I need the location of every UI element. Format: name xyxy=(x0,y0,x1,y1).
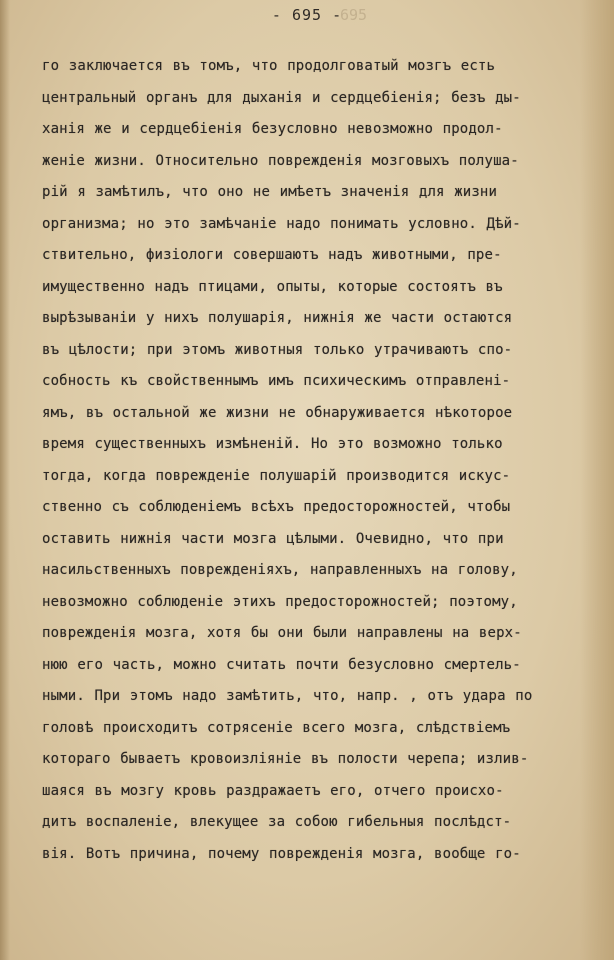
text-line: оставить нижнія части мозга цѣлыми. Очевидно, что при xyxy=(42,530,504,547)
text-line: ямъ, въ остальной же жизни не обнаруживается нѣкоторое xyxy=(42,404,513,421)
text-line: ственно съ соблюденіемъ всѣхъ предосторожностей, чтобы xyxy=(42,499,511,515)
text-line: въ цѣлости; при этомъ животныя только утрачиваютъ спо- xyxy=(42,341,513,358)
page-shadow-left xyxy=(0,0,10,960)
text-line: вырѣзываніи у нихъ полушарія, нижнія же части остаются xyxy=(42,310,513,326)
text-line: имущественно надъ птицами, опыты, которые состоятъ въ xyxy=(42,278,503,295)
text-line: ствительно, физіологи совершаютъ надъ животными, пре- xyxy=(42,247,502,263)
text-line: вія. Вотъ причина, почему поврежденія мозга, вообще го- xyxy=(42,845,521,862)
text-line: организма; но это замѣчаніе надо понимать условно. Дѣй- xyxy=(42,215,521,232)
text-line: тогда, когда поврежденіе полушарій производится искус- xyxy=(42,467,511,484)
text-line: дитъ воспаленіе, влекущее за собою гибельныя послѣдст- xyxy=(42,814,512,830)
text-line: ными. При этомъ надо замѣтить, что, напр. , отъ удара по xyxy=(42,688,533,704)
text-line: ханія же и сердцебіенія безусловно невозможно продол- xyxy=(42,121,503,137)
text-line: шаяся въ мозгу кровь раздражаетъ его, отчего происхо- xyxy=(42,782,504,799)
text-line: насильственныхъ поврежденіяхъ, направленныхъ на голову, xyxy=(42,562,518,578)
bleed-through-page-number: 695 xyxy=(340,6,368,24)
page-shadow-right xyxy=(580,0,614,960)
text-line: головѣ происходитъ сотрясеніе всего мозга, слѣдствіемъ xyxy=(42,719,511,736)
text-line: нюю его часть, можно считать почти безусловно смертель- xyxy=(42,656,521,673)
text-line: центральный органъ для дыханія и сердцебіенія; безъ ды- xyxy=(42,89,521,106)
text-line: невозможно соблюденіе этихъ предосторожностей; поэтому, xyxy=(42,593,518,610)
text-line: котораго бываетъ кровоизліяніе въ полости черепа; излив- xyxy=(42,751,529,767)
text-line: время существенныхъ измѣненій. Но это возможно только xyxy=(42,436,503,452)
text-line: го заключается въ томъ, что продолговатый мозгъ есть xyxy=(42,58,496,74)
text-line: поврежденія мозга, хотя бы они были направлены на верх- xyxy=(42,625,522,641)
body-text xyxy=(42,51,582,870)
text-line: женіе жизни. Относительно поврежденія мозговыхъ полуша- xyxy=(42,152,519,169)
text-line: рій я замѣтилъ, что оно не имѣетъ значенія для жизни xyxy=(42,184,498,200)
text-line: собность къ свойственнымъ имъ психическимъ отправленi- xyxy=(42,373,511,389)
page-number: - 695 - xyxy=(271,6,343,24)
